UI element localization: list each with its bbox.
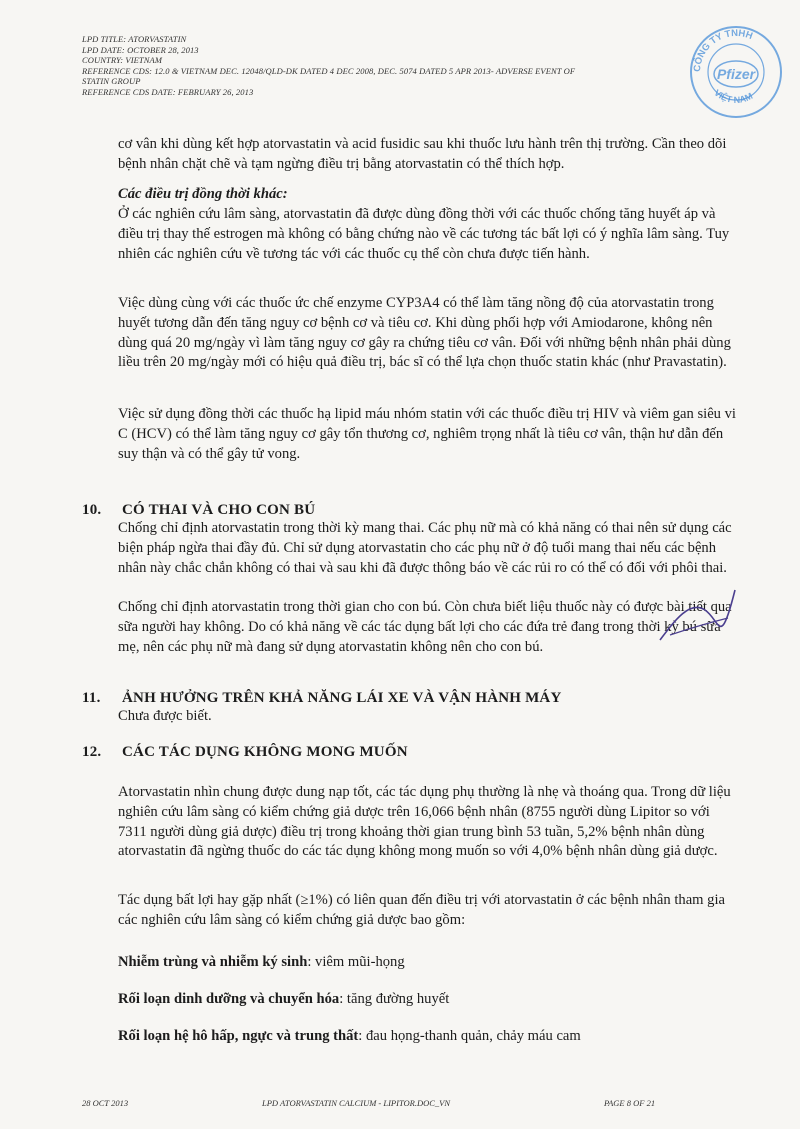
document-header [82,34,722,98]
list-item [118,953,738,973]
section-title: CÓ THAI VÀ CHO CON BÚ [122,502,316,518]
section-number: 12. [82,744,102,760]
header-line: LPD DATE: OCTOBER 28, 2013 [82,44,199,55]
paragraph: Ở các nghiên cứu lâm sàng, atorvastatin đã được dùng đồng thời với các thuốc chống tăng huyết áp và điều trị thay thế estrogen mà không có bằng chứng nào về các tương tác bất lợi có ý nghĩa lâm sàng. Tuy nhiên các nghiên cứu về tương tác với các thuốc cụ thể còn chưa được tiến hành. [118,206,730,262]
section-heading-12 [82,744,408,761]
paragraph: cơ vân khi dùng kết hợp atorvastatin và acid fusidic sau khi thuốc lưu hành trên thị trường. Cần theo dõi bệnh nhân chặt chẽ và tạm ngừng điều trị bằng atorvastatin có thể thích hợp. [118,136,727,172]
header-line: LPD TITLE: ATORVASTATIN [82,34,187,44]
section-title: CÁC TÁC DỤNG KHÔNG MONG MUỐN [122,744,408,760]
header-line: STATIN GROUP [82,76,141,87]
stamp-bottom-text: VIỆT NAM [712,87,755,105]
list-item-text: : viêm mũi-họng [307,954,405,970]
list-item-text: : đau họng-thanh quản, chảy máu cam [358,1028,581,1044]
stamp-logo-text: Pfizer [716,66,756,82]
sub-heading: Các điều trị đồng thời khác: [118,186,288,202]
paragraph: Chưa được biết. [118,708,212,724]
section-heading-10 [82,502,315,519]
list-item-label: Nhiễm trùng và nhiễm ký sinh [118,954,308,970]
footer-date: 28 OCT 2013 [82,1098,129,1108]
paragraph: Tác dụng bất lợi hay gặp nhất (≥1%) có liên quan đến điều trị với atorvastatin ở các bệnh nhân tham gia các nghiên cứu lâm sàng có kiểm chứng giả dược bao gồm: [118,892,726,928]
company-stamp [686,22,786,122]
paragraph: Atorvastatin nhìn chung được dung nạp tốt, các tác dụng phụ thường là nhẹ và thoáng qua. Trong dữ liệu nghiên cứu lâm sàng có kiểm chứng giả dược trên 16,066 bệnh nhân (8755 người dùng Lipitor so với 7311 người dùng giả dược) điều trị trong khoảng thời gian trung bình 53 tuần, 5,2% bệnh nhân dùng atorvastatin đã ngừng thuốc do các tác dụng không mong muốn so với 4,0% bệnh nhân dùng giả dược. [118,784,731,860]
section-number: 11. [82,690,101,706]
signature-mark [650,580,740,660]
footer-doc-name: LPD ATORVASTATIN CALCIUM - LIPITOR.DOC_VN [262,1098,451,1108]
paragraph: Chống chỉ định atorvastatin trong thời kỳ mang thai. Các phụ nữ mà có khả năng có thai nên sử dụng các biện pháp ngừa thai đầy đủ. Chỉ sử dụng atorvastatin cho các phụ nữ ở độ tuổi mang thai nếu các bệnh nhân này chắc chắn không có thai và sau khi đã được thông báo về các rủi ro có thể có đối với phôi thai. [118,520,732,576]
section-heading-11 [82,690,562,707]
paragraph: Việc sử dụng đồng thời các thuốc hạ lipid máu nhóm statin với các thuốc điều trị HIV và viêm gan siêu vi C (HCV) có thể làm tăng nguy cơ gây tổn thương cơ, nghiêm trọng nhất là tiêu cơ vân, thận hư dẫn đến suy thận và có thể gây tử vong. [118,406,736,462]
section-title: ẢNH HƯỞNG TRÊN KHẢ NĂNG LÁI XE VÀ VẬN HÀNH MÁY [122,690,562,706]
list-item-text: : tăng đường huyết [339,991,450,1007]
list-item [118,990,738,1010]
paragraph: Chống chỉ định atorvastatin trong thời gian cho con bú. Còn chưa biết liệu thuốc này có được bài tiết qua sữa người hay không. Do có khả năng về các tác dụng bất lợi cho các đứa trẻ đang trong thời kỳ bú sữa mẹ, nên các phụ nữ mà đang sử dụng atorvastatin không nên cho con bú. [118,599,732,655]
footer-page-number: PAGE 8 OF 21 [604,1098,656,1108]
paragraph: Việc dùng cùng với các thuốc ức chế enzyme CYP3A4 có thể làm tăng nồng độ của atorvastatin trong huyết tương dẫn đến tăng nguy cơ bệnh cơ và tiêu cơ. Khi dùng phối hợp với Amiodarone, không nên dùng quá 20 mg/ngày vì làm tăng nguy cơ gây ra chứng tiêu cơ vân. Đối với những bệnh nhân phải dùng liều trên 20 mg/ngày mới có hiệu quả điều trị, bác sĩ có thể lựa chọn thuốc statin khác (như Pravastatin). [118,295,731,371]
list-item [118,1027,738,1047]
header-line: REFERENCE CDS DATE: FEBRUARY 26, 2013 [82,86,254,97]
header-line: COUNTRY: VIETNAM [82,55,162,66]
list-item-label: Rối loạn dinh dưỡng và chuyển hóa [118,991,340,1007]
section-number: 10. [82,502,102,518]
stamp-top-text: CÔNG TY TNHH [691,27,755,73]
list-item-label: Rối loạn hệ hô hấp, ngực và trung thất [118,1028,359,1044]
header-line: REFERENCE CDS: 12.0 & VIETNAM DEC. 12048/QLD-DK DATED 4 DEC 2008, DEC. 5074 DATED 5 APR 2013- ADVERSE EVENT OF [82,65,576,76]
